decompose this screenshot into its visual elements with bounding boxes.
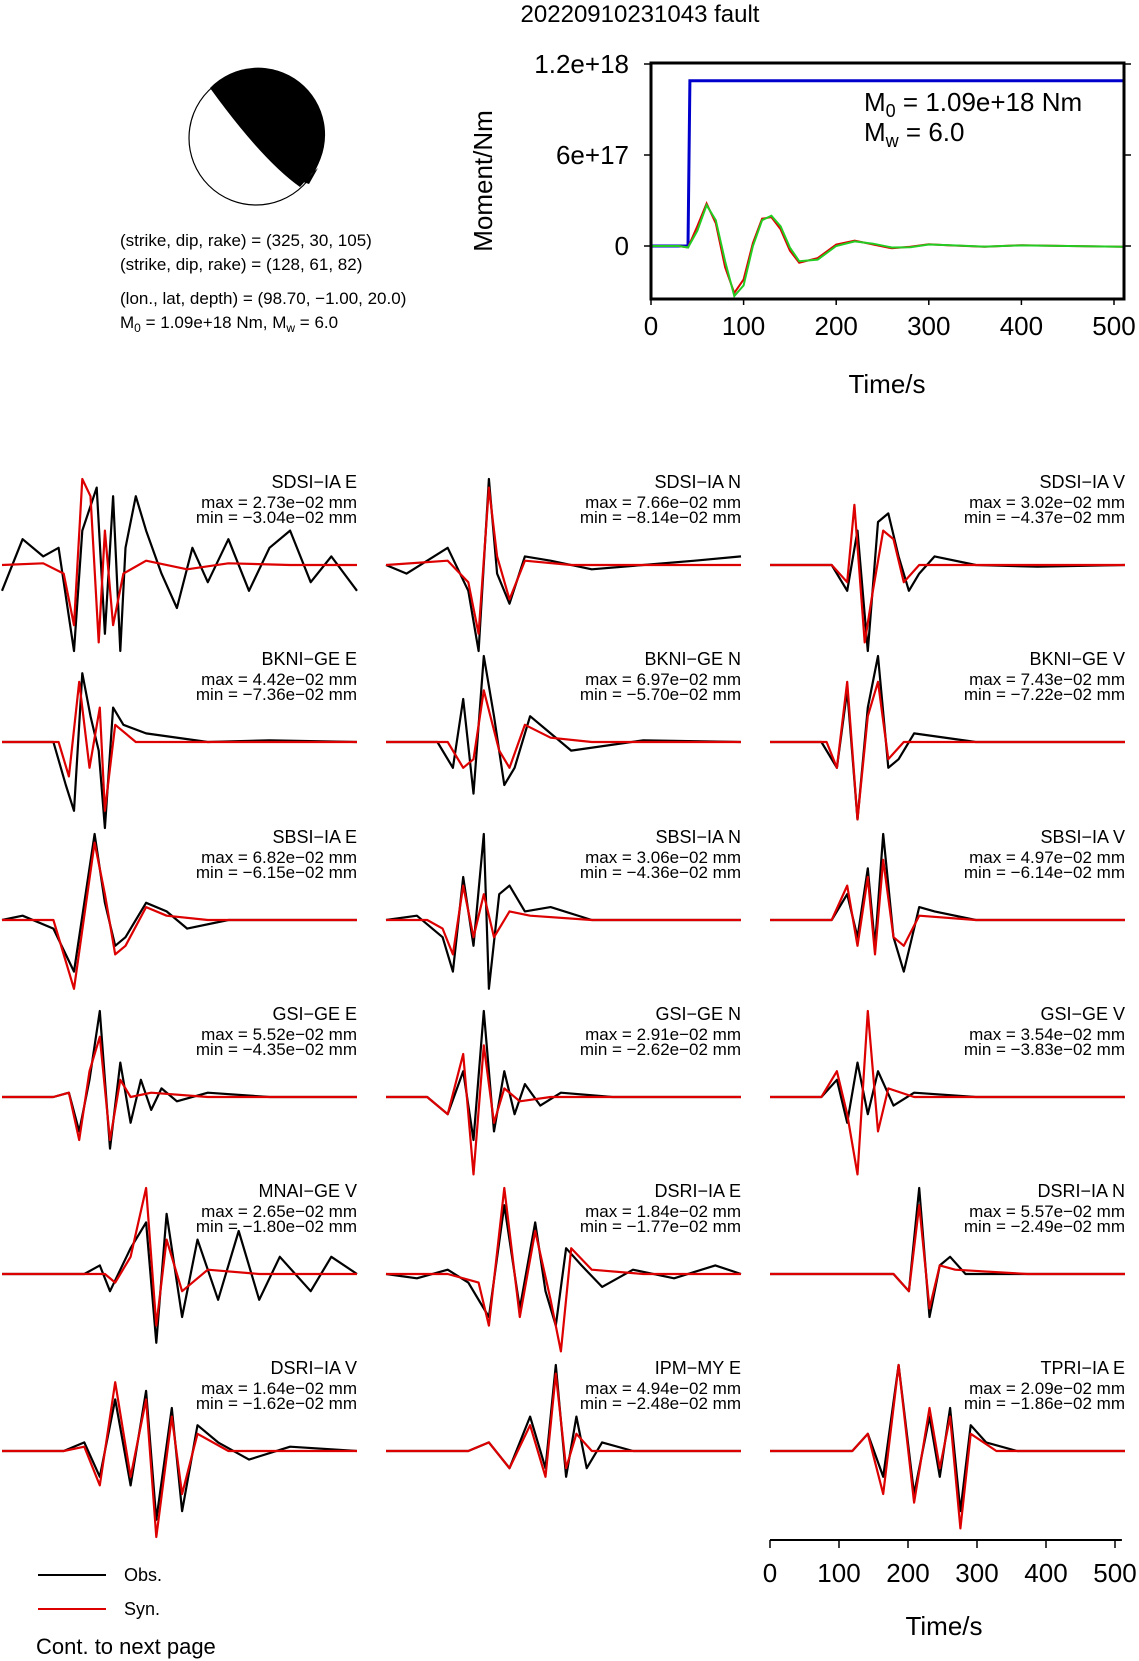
waveform-panel [2, 1004, 357, 1149]
waveform-panel [2, 649, 357, 828]
waveform-max-label: max = 3.02e−02 mm [969, 493, 1125, 512]
waveform-station-label: GSI−GE E [272, 1004, 357, 1024]
moment-ytick-label-2: 0 [614, 231, 629, 261]
waveform-station-label: SDSI−IA V [1039, 472, 1125, 492]
waveform-xtick-label-5: 500 [1093, 1558, 1137, 1588]
waveform-max-label: max = 2.65e−02 mm [201, 1202, 357, 1221]
beachball-icon [189, 68, 325, 205]
moment-xtick-label-5: 500 [1092, 311, 1136, 341]
moment-plot [468, 49, 1136, 399]
legend-syn-label: Syn. [124, 1599, 161, 1619]
waveform-min-label: min = −2.48e−02 mm [579, 1394, 741, 1413]
moment-annotation-m0-value: 1.09e+18 Nm [925, 87, 1083, 117]
waveform-max-label: max = 4.94e−02 mm [585, 1379, 741, 1398]
waveform-max-label: max = 5.57e−02 mm [969, 1202, 1125, 1221]
waveform-max-label: max = 7.43e−02 mm [969, 670, 1125, 689]
waveform-station-label: SBSI−IA E [272, 827, 357, 847]
page-title: 20220910231043 fault [520, 1, 760, 28]
moment-annotation-mw: $M_w = 6.0$ [864, 117, 965, 151]
legend [38, 1565, 162, 1619]
mechanism-line-4: $M_0 = 1.09e+18$ Nm, $M_w = 6.0$ [120, 313, 339, 335]
waveform-min-label: min = −7.36e−02 mm [195, 685, 357, 704]
moment-ytick-label-1: 6e+17 [555, 140, 629, 170]
waveform-min-label: min = −4.35e−02 mm [195, 1040, 357, 1059]
waveform-panel [770, 472, 1125, 651]
mechanism-line-3: (lon., lat, depth) = (98.70, −1.00, 20.0) [120, 289, 407, 308]
waveform-panel [770, 1004, 1125, 1174]
waveform-min-label: min = −6.14e−02 mm [963, 863, 1125, 882]
waveform-panel [386, 1004, 741, 1174]
moment-ytick-label-0: 1.2e+18 [534, 49, 629, 79]
moment-xtick-label-4: 400 [999, 311, 1044, 341]
waveform-station-label: BKNI−GE N [644, 649, 741, 669]
waveform-syn-trace [386, 886, 741, 955]
mechanism-line-1: (strike, dip, rake) = (325, 30, 105) [120, 231, 372, 250]
waveform-panel [2, 827, 357, 989]
moment-xlabel: Time/s [848, 369, 926, 399]
waveform-max-label: max = 1.64e−02 mm [201, 1379, 357, 1398]
waveform-time-axis [763, 1540, 1137, 1588]
moment-annotation-mw-value: 6.0 [928, 117, 965, 147]
moment-xtick-label-2: 200 [814, 311, 858, 341]
waveform-min-label: min = −1.62e−02 mm [195, 1394, 357, 1413]
waveform-panel [770, 827, 1125, 972]
waveform-panel [386, 649, 741, 794]
waveform-max-label: max = 4.97e−02 mm [969, 848, 1125, 867]
moment-xtick-label-0: 0 [643, 311, 659, 341]
waveform-panels [2, 472, 1125, 1537]
waveform-station-label: DSRI−IA N [1037, 1181, 1125, 1201]
mechanism-m0-value: 1.09e+18 Nm [160, 313, 263, 332]
waveform-station-label: SDSI−IA N [654, 472, 741, 492]
waveform-xtick-label-2: 200 [886, 1558, 930, 1588]
waveform-min-label: min = −1.80e−02 mm [195, 1217, 357, 1236]
waveform-syn-trace [386, 1045, 741, 1174]
waveform-station-label: MNAI−GE V [258, 1181, 357, 1201]
waveform-obs-trace [770, 513, 1125, 651]
waveform-min-label: min = −5.70e−02 mm [579, 685, 741, 704]
waveform-max-label: max = 2.91e−02 mm [585, 1025, 741, 1044]
mechanism-mw-value: 6.0 [314, 313, 339, 332]
waveform-station-label: DSRI−IA E [654, 1181, 741, 1201]
waveform-min-label: min = −8.14e−02 mm [579, 508, 741, 527]
moment-annotation-m0: $M_0 = 1.09e+18$ Nm [864, 87, 1083, 121]
waveform-min-label: min = −6.15e−02 mm [195, 863, 357, 882]
waveform-min-label: min = −4.37e−02 mm [963, 508, 1125, 527]
waveform-min-label: min = −2.62e−02 mm [579, 1040, 741, 1059]
waveform-panel [770, 1181, 1125, 1317]
waveform-station-label: BKNI−GE V [1029, 649, 1125, 669]
waveform-panel [386, 827, 741, 989]
waveform-panel [386, 1358, 741, 1477]
moment-xtick-label-1: 100 [721, 311, 766, 341]
moment-series-2 [651, 205, 1123, 296]
moment-ylabel: Moment/Nm [468, 110, 498, 252]
waveform-xtick-label-0: 0 [762, 1558, 778, 1588]
waveform-max-label: max = 2.73e−02 mm [201, 493, 357, 512]
waveform-station-label: DSRI−IA V [270, 1358, 357, 1378]
moment-xtick-label-3: 300 [907, 311, 951, 341]
waveform-station-label: TPRI−IA E [1040, 1358, 1125, 1378]
waveform-max-label: max = 1.84e−02 mm [585, 1202, 741, 1221]
waveform-min-label: min = −3.04e−02 mm [195, 508, 357, 527]
waveform-panel [386, 472, 741, 651]
waveform-max-label: max = 2.09e−02 mm [969, 1379, 1125, 1398]
mechanism-line-2: (strike, dip, rake) = (128, 61, 82) [120, 255, 363, 274]
waveform-max-label: max = 6.97e−02 mm [585, 670, 741, 689]
waveform-station-label: BKNI−GE E [261, 649, 357, 669]
waveform-min-label: min = −2.49e−02 mm [963, 1217, 1125, 1236]
waveform-max-label: max = 6.82e−02 mm [201, 848, 357, 867]
waveform-xlabel: Time/s [905, 1611, 983, 1641]
waveform-panel [386, 1181, 741, 1351]
waveform-panel [2, 1358, 357, 1537]
waveform-station-label: SBSI−IA N [655, 827, 741, 847]
waveform-station-label: GSI−GE V [1040, 1004, 1125, 1024]
waveform-station-label: GSI−GE N [655, 1004, 741, 1024]
waveform-station-label: SDSI−IA E [271, 472, 357, 492]
waveform-panel [770, 1358, 1125, 1528]
waveform-panel [2, 472, 357, 651]
waveform-min-label: min = −7.22e−02 mm [963, 685, 1125, 704]
legend-obs-label: Obs. [124, 1565, 163, 1585]
waveform-max-label: max = 3.54e−02 mm [969, 1025, 1125, 1044]
waveform-max-label: max = 5.52e−02 mm [201, 1025, 357, 1044]
waveform-max-label: max = 4.42e−02 mm [201, 670, 357, 689]
waveform-panel [770, 649, 1125, 819]
waveform-station-label: SBSI−IA V [1040, 827, 1125, 847]
waveform-xtick-label-1: 100 [817, 1558, 861, 1588]
waveform-xtick-label-4: 400 [1024, 1558, 1068, 1588]
waveform-max-label: max = 7.66e−02 mm [585, 493, 741, 512]
waveform-xtick-label-3: 300 [955, 1558, 999, 1588]
waveform-station-label: IPM−MY E [654, 1358, 741, 1378]
waveform-min-label: min = −3.83e−02 mm [963, 1040, 1125, 1059]
footer-continue: Cont. to next page [36, 1634, 216, 1659]
waveform-max-label: max = 3.06e−02 mm [585, 848, 741, 867]
waveform-min-label: min = −1.77e−02 mm [579, 1217, 741, 1236]
waveform-min-label: min = −1.86e−02 mm [963, 1394, 1125, 1413]
waveform-min-label: min = −4.36e−02 mm [579, 863, 741, 882]
waveform-panel [2, 1181, 357, 1343]
